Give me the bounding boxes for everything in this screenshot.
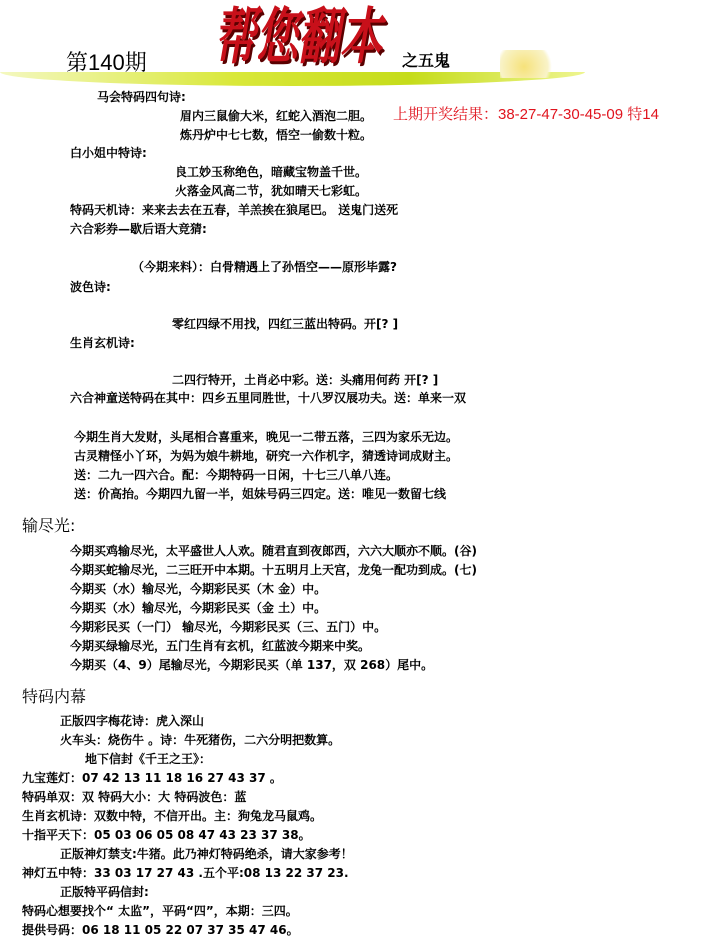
- list-item: 今期买（水）输尽光，今期彩民买（木 金）中。: [70, 582, 327, 596]
- list-item: 正版四字梅花诗：虎入深山: [60, 714, 205, 728]
- poem-line: 良工妙玉称绝色，暗藏宝物盖千世。: [175, 165, 368, 179]
- last-draw-result: 上期开奖结果：38-27-47-30-45-09 特14: [393, 106, 659, 123]
- poem-line: 六合神童送特码在其中：四乡五里同胜世，十八罗汉展功夫。送：单来一双: [70, 391, 467, 405]
- section-heading: 输尽光:: [22, 516, 76, 535]
- poem-line: 零红四绿不用找，四红三蓝出特码。开[? ]: [172, 317, 399, 331]
- section-heading: 特码内幕: [22, 687, 87, 706]
- poem-line: 送：价高抬。今期四九留一半，姐妹号码三四定。送：唯见一数留七线: [74, 487, 447, 501]
- poem-line: 送：二九一四六合。配：今期特码一日闲，十七三八单八连。: [74, 468, 399, 482]
- poem-heading: 六合彩券—歇后语大竞猜:: [70, 222, 207, 236]
- poem-line: 眉内三鼠偷大米，红蛇入酒泡二胆。: [180, 109, 373, 123]
- poem-line: 今期生肖大发财，头尾相合喜重来，晚见一二带五落，三四为家乐无边。: [74, 430, 459, 444]
- poem-heading: 马会特码四句诗:: [97, 90, 186, 104]
- page-title: 帮您翻本: [214, 1, 383, 73]
- poem-heading: 生肖玄机诗:: [70, 336, 135, 350]
- list-item: 火车头：烧伤牛 。诗：牛死猪伤，二六分明把数算。: [60, 733, 341, 747]
- list-item: 九宝莲灯：07 42 13 11 18 16 27 43 37 。: [22, 771, 282, 785]
- list-item: 十指平天下：05 03 06 05 08 47 43 23 37 38。: [22, 828, 311, 842]
- poem-heading: 白小姐中特诗:: [70, 146, 147, 160]
- list-item: 今期买绿输尽光，五门生肖有玄机，红蓝波今期来中奖。: [70, 639, 371, 653]
- issue-number: 第140期: [66, 50, 147, 75]
- list-item: 今期买蛇输尽光，二三旺开中本期。十五明月上天宫，龙兔一配功到成。(七): [70, 563, 477, 577]
- list-item: 神灯五中特：33 03 17 27 43 .五个平:08 13 22 37 23.: [22, 866, 349, 880]
- list-item: 正版神灯禁支:牛猪。此乃神灯特码绝杀，请大家参考！: [60, 847, 353, 861]
- list-item: 特码心想要找个“ 太监”，平码“四”，本期：三四。: [22, 904, 298, 918]
- poem-heading: 波色诗:: [70, 280, 111, 294]
- list-item: 今期买（4、9）尾输尽光，今期彩民买（单 137，双 268）尾中。: [70, 658, 434, 672]
- poem-line: 炼丹炉中七七数，悟空一偷数十粒。: [180, 128, 373, 142]
- list-item: 今期买鸡输尽光，太平盛世人人欢。随君直到夜郎西，六六大顺亦不顺。(谷): [70, 544, 477, 558]
- page-subtitle: 之五鬼: [402, 51, 451, 70]
- poem-line: 火落金风高二节，犹如晴天七彩虹。: [175, 184, 368, 198]
- list-item: 正版特平码信封:: [60, 885, 149, 899]
- riddle-line: （今期来料）：白骨精遇上了孙悟空——原形毕露?: [132, 260, 397, 274]
- poem-line: 古灵精怪小丫环，为妈为娘牛耕地，研究一六作机字，猜透诗词成财主。: [74, 449, 459, 463]
- list-item: 地下信封《千王之王》：: [85, 752, 212, 766]
- poem-line: 特码天机诗：来来去去在五春，羊羔挨在狼尾巴。 送鬼门送死: [70, 203, 399, 217]
- decorative-sun-icon: [500, 50, 560, 78]
- list-item: 今期彩民买（一门） 输尽光，今期彩民买（三、五门）中。: [70, 620, 387, 634]
- list-item: 提供号码：06 18 11 05 22 07 37 35 47 46。: [22, 923, 299, 937]
- list-item: 今期买（水）输尽光，今期彩民买（金 土）中。: [70, 601, 327, 615]
- list-item: 生肖玄机诗：双数中特，不信开出。主：狗兔龙马鼠鸡。: [22, 809, 323, 823]
- list-item: 特码单双：双 特码大小：大 特码波色：蓝: [22, 790, 247, 804]
- poem-line: 二四行特开，土肖必中彩。送：头痛用何药 开[? ]: [172, 373, 439, 387]
